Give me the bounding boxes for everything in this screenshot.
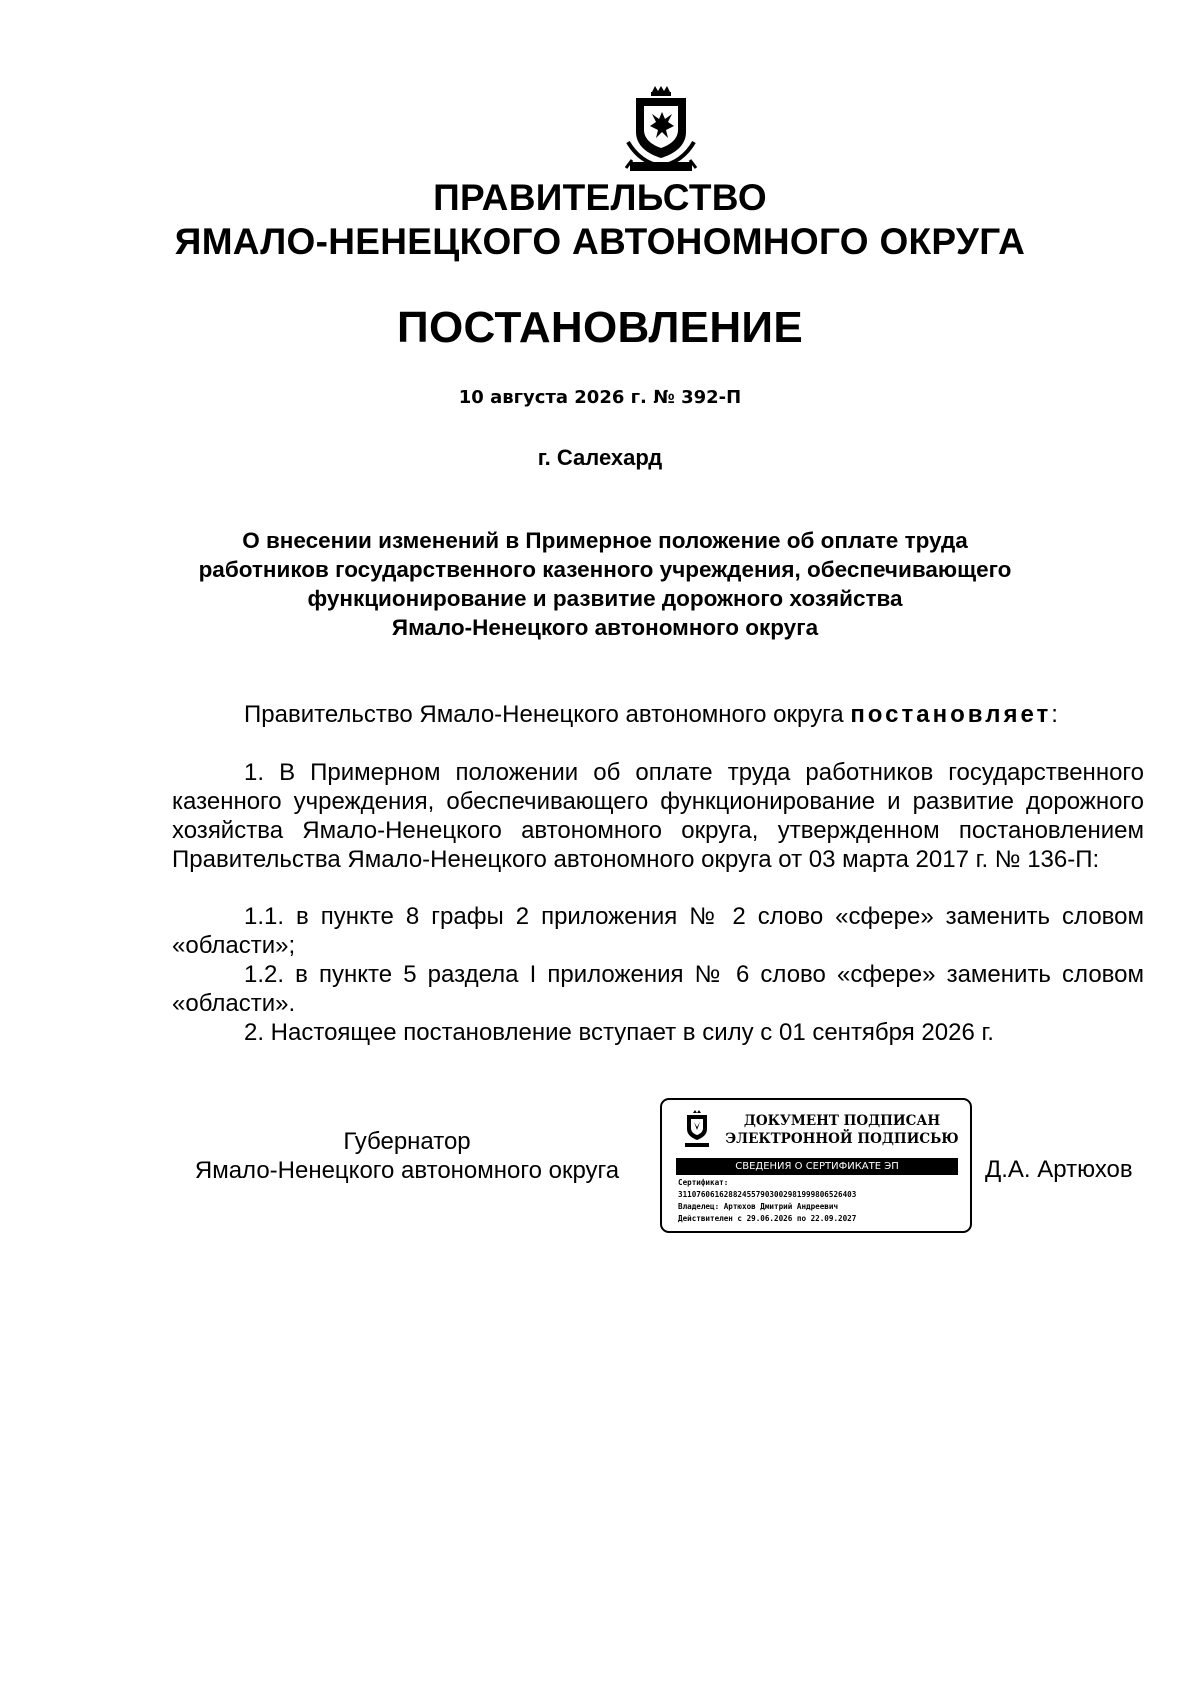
certificate-number: 31107606162882455790300298199980652640З (678, 1190, 857, 1199)
decree-word: постановляет (850, 701, 1052, 728)
government-line-1: ПРАВИТЕЛЬСТВО (433, 177, 767, 218)
subject-line-2: работников государственного казенного учреждения, обеспечивающего (198, 557, 1012, 582)
stamp-title (722, 1112, 962, 1148)
subject-line-3: функционирование и развитие дорожного хозяйства (307, 586, 903, 611)
preamble-colon: : (1051, 701, 1058, 728)
certificate-owner: Владелец: Артюхов Дмитрий Андреевич (678, 1202, 839, 1211)
government-title (0, 176, 1200, 264)
subject-line-4: Ямало-Ненецкого автономного округа (391, 615, 819, 640)
city: г. Салехард (537, 445, 663, 470)
signatory-title-line-1: Губернатор (343, 1128, 471, 1155)
stamp-title-line-1: ДОКУМЕНТ ПОДПИСАН (743, 1113, 941, 1129)
signatory-title-line-2: Ямало-Ненецкого автономного округа (194, 1157, 620, 1184)
certificate-validity: Действителен с 29.06.2026 по 22.09.2027 (678, 1214, 857, 1223)
document-type: ПОСТАНОВЛЕНИЕ (397, 303, 803, 352)
preamble-text: Правительство Ямало-Ненецкого автономного округа (244, 701, 851, 728)
stamp-coat-of-arms-icon (682, 1110, 712, 1150)
stamp-title-line-2: ЭЛЕКТРОННОЙ ПОДПИСЬЮ (725, 1131, 959, 1147)
electronic-signature-stamp (660, 1098, 972, 1233)
coat-of-arms-icon (622, 84, 700, 176)
date-number: 10 августа 2026 г. № 392-П (458, 387, 742, 408)
preamble (172, 700, 1144, 729)
signatory-title (172, 1127, 642, 1185)
government-line-2: ЯМАЛО-НЕНЕЦКОГО АВТОНОМНОГО ОКРУГА (174, 221, 1026, 262)
document-subject (160, 526, 1050, 642)
paragraph-1: 1. В Примерном положении об оплате труда работников государственного казенного учреждения, обеспечивающего функционирование и развитие дорожного хозяйства Ямало-Ненецкого автономного округа, утвержденном постановлением Правительства Ямало-Ненецкого автономного округа от 03 марта 2017 г. № 136-П: (172, 759, 1144, 873)
subject-line-1: О внесении изменений в Примерное положение об оплате труда (242, 528, 968, 553)
certificate-info-bar: СВЕДЕНИЯ О СЕРТИФИКАТЕ ЭП (676, 1158, 958, 1175)
paragraph-1-1: 1.1. в пункте 8 графы 2 приложения № 2 слово «сфере» заменить словом «области»; (172, 903, 1144, 959)
certificate-label: Сертификат: (678, 1178, 729, 1187)
certificate-details (678, 1177, 856, 1225)
paragraph-1-2: 1.2. в пункте 5 раздела I приложения № 6 слово «сфере» заменить словом «области». (172, 961, 1145, 1017)
paragraph-2: 2. Настоящее постановление вступает в силу с 01 сентября 2026 г. (244, 1019, 994, 1046)
signatory-name: Д.А. Артюхов (985, 1156, 1133, 1183)
